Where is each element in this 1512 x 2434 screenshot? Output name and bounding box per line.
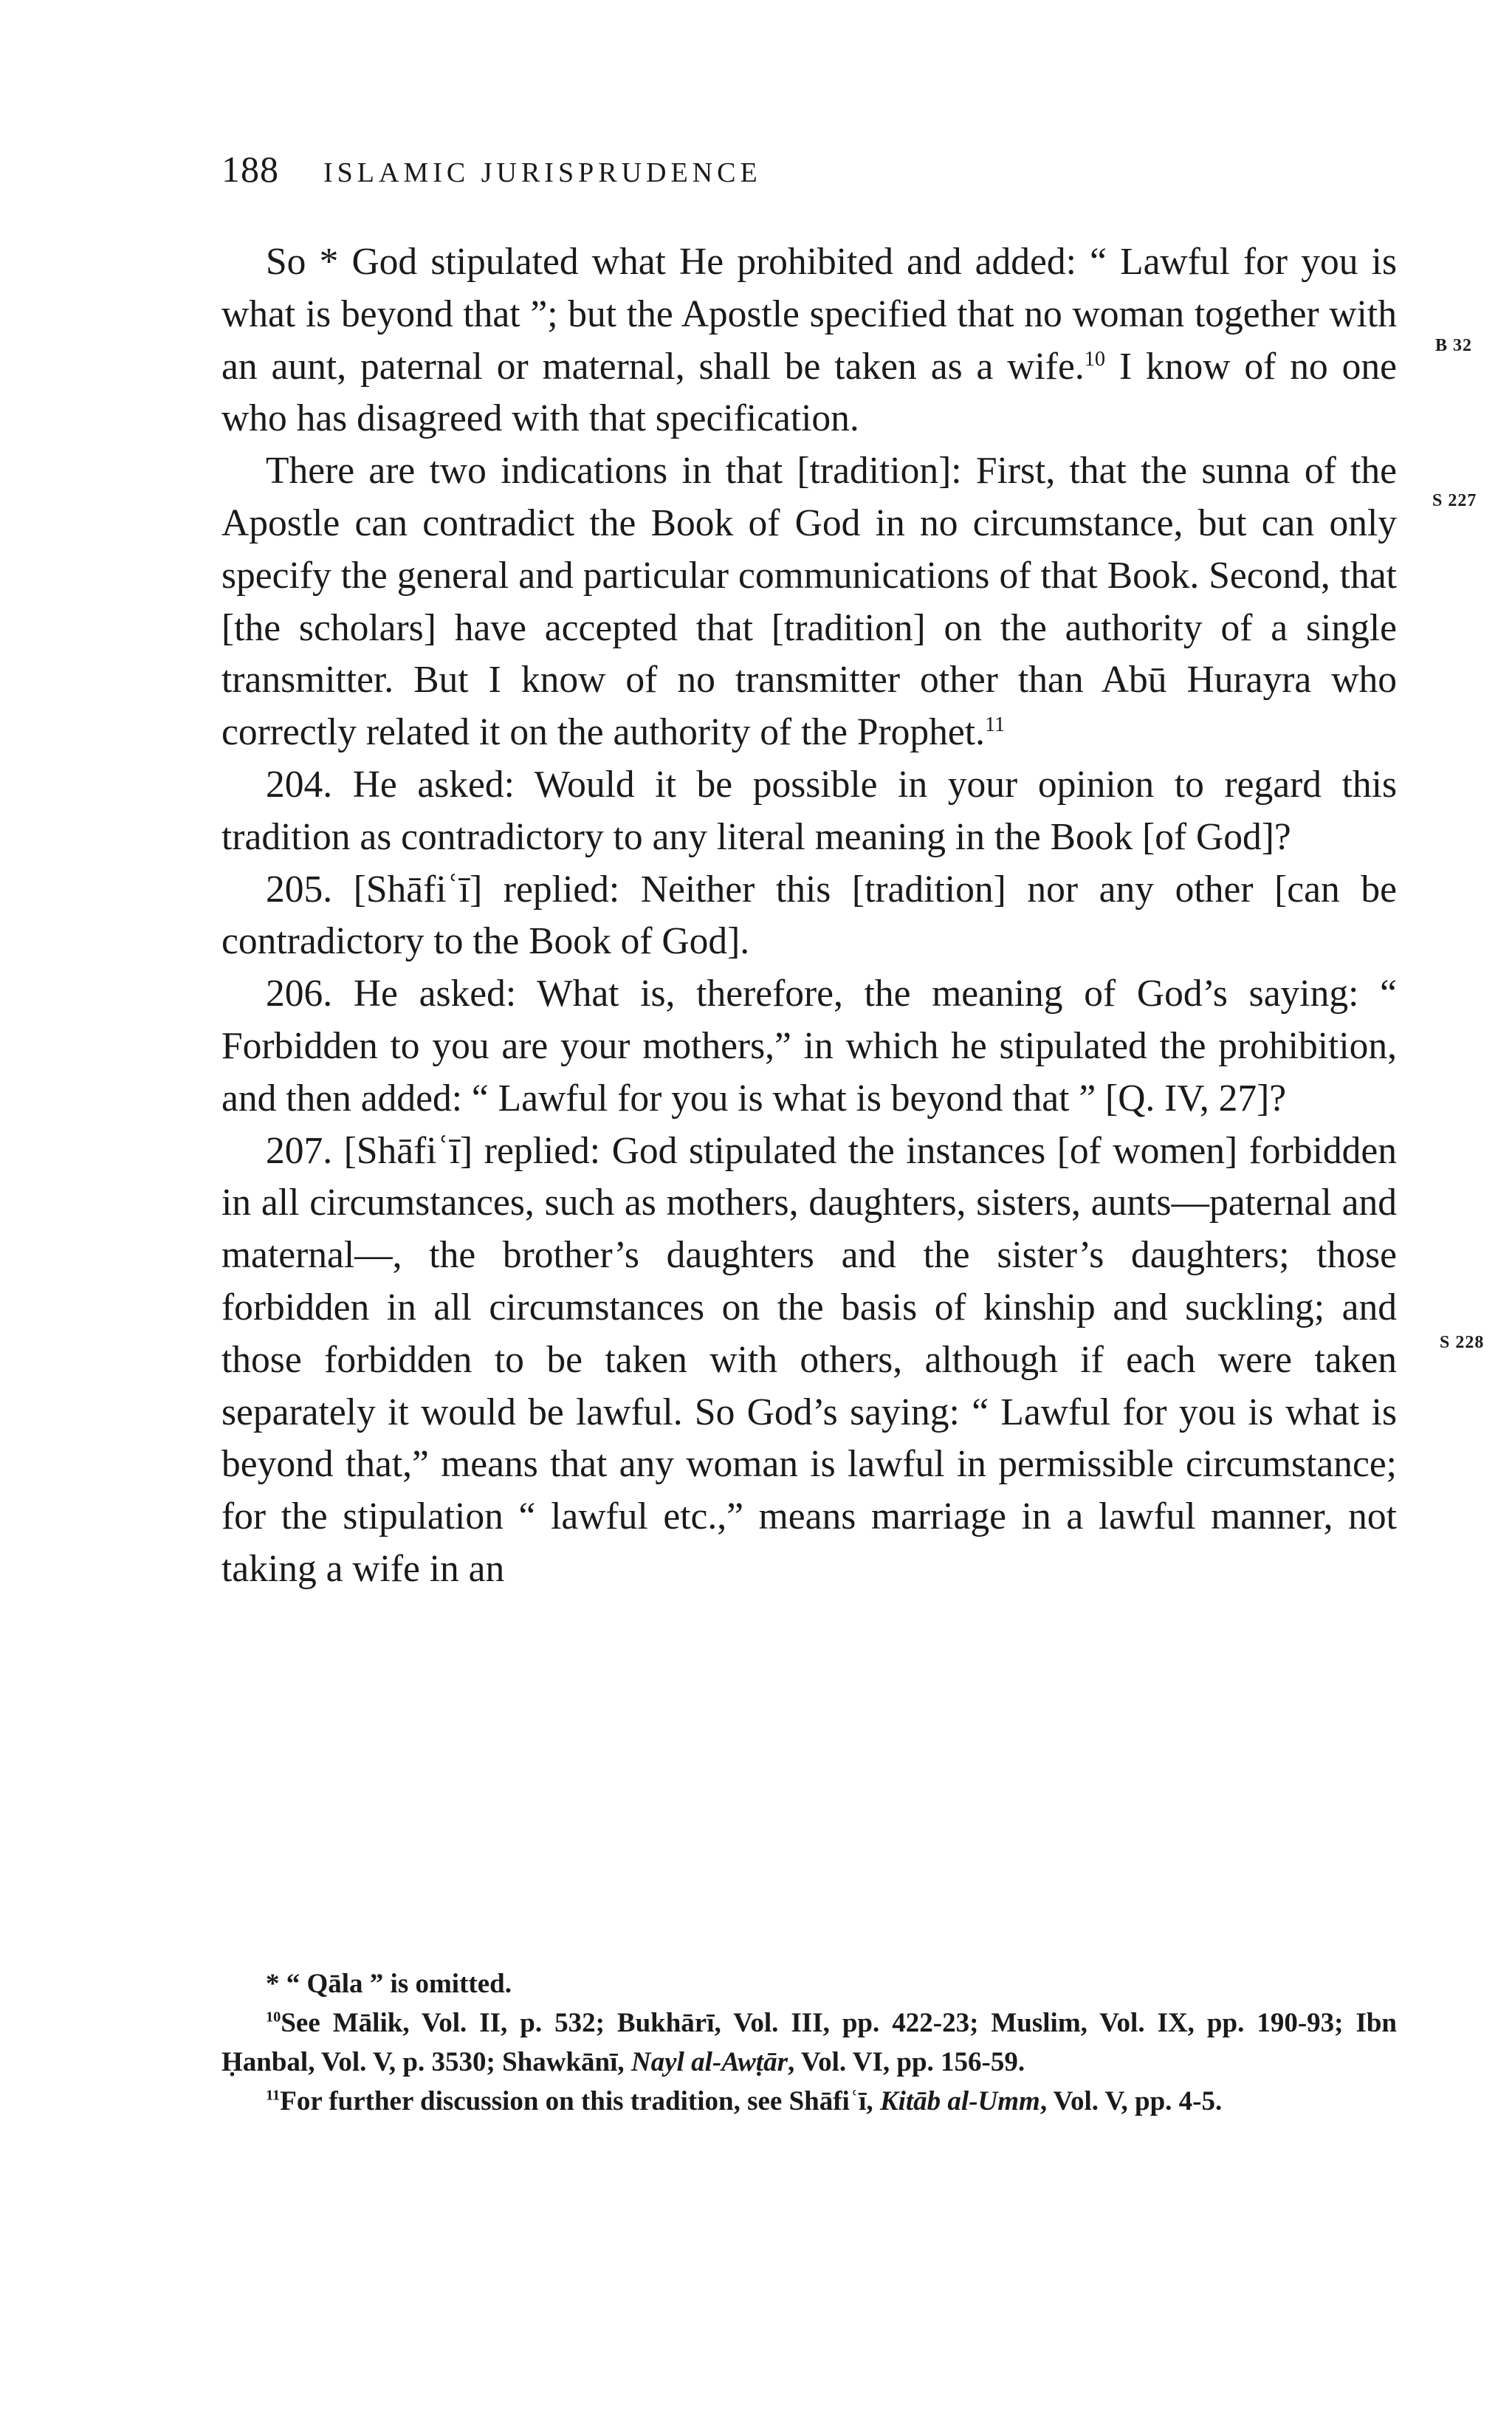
footnote-star: * “ Qāla ” is omitted. bbox=[266, 1969, 512, 1999]
margin-ref-s228: S 228 bbox=[1440, 1333, 1485, 1352]
margin-ref-b32: B 32 bbox=[1435, 336, 1473, 355]
footnotes bbox=[221, 1964, 1397, 2121]
paragraph-207: 207. [Shāfiʿī] replied: God stipulated the instances [of women] forbidden in all circumstances, such as mothers, daughters, sisters, aunts—paternal and maternal—, the brother’s daughters and the sister’s daughters; those forbidden in all circumstances on the basis of kinship and suckling; and those forbidden to be taken with others, although if each were taken separately it would be lawful. So God’s saying: “ Lawful for you is what is beyond that,” means that any woman is lawful in permissible circumstance; for the stipulation “ lawful etc.,” means marriage in a lawful manner, not taking a wife in an bbox=[221, 1129, 1397, 1590]
footnote-10: $^{10}$See Mālik, Vol. II, p. 532; Bukhārī, Vol. III, pp. 422-23; Muslim, Vol. IX, pp. 190-93; Ibn Ḥanbal, Vol. V, p. 3530; Shawkānī, Nayl al-Awṭār, Vol. VI, pp. 156-59. bbox=[221, 2008, 1397, 2077]
footnote-ref-11: 11 bbox=[984, 713, 1006, 737]
running-title: ISLAMIC JURISPRUDENCE bbox=[323, 157, 762, 188]
paragraph-1: So * God stipulated what He prohibited and added: “ Lawful for you is what is beyond that ”; but the Apostle specified that no woman together with an aunt, paternal or maternal, shall be taken as a wife.$^{10}$ I know of no one who has disagreed with that specification. bbox=[221, 241, 1397, 440]
footnote-ref-10: 10 bbox=[1084, 347, 1106, 371]
margin-ref-s227: S 227 bbox=[1432, 491, 1477, 510]
paragraph-206: 206. He asked: What is, therefore, the meaning of God’s saying: “ Forbidden to you are your mothers,” in which he stipulated the prohibition, and then added: “ Lawful for you is what is beyond that ” [Q. IV, 27]? bbox=[221, 973, 1397, 1120]
page-header bbox=[221, 148, 1403, 207]
paragraph-2: There are two indications in that [tradition]: First, that the sunna of the Apostle can contradict the Book of God in no circumstance, but can only specify the general and particular communications of that Book. Second, that [the scholars] have accepted that [tradition] on the authority of a single transmitter. But I know of no transmitter other than Abū Hurayra who correctly related it on the authority of the Prophet.$^{11}$ bbox=[221, 450, 1397, 754]
paragraph-204: 204. He asked: Would it be possible in your opinion to regard this tradition as contradictory to any literal meaning in the Book [of God]? bbox=[221, 763, 1397, 858]
paragraph-205: 205. [Shāfiʿī] replied: Neither this [tradition] nor any other [can be contradictory to the Book of God]. bbox=[221, 868, 1397, 963]
page-number: 188 bbox=[221, 148, 279, 190]
footnote-11: $^{11}$For further discussion on this tradition, see Shāfiʿī, Kitāb al-Umm, Vol. V, pp. 4-5. bbox=[266, 2086, 1223, 2116]
body-text bbox=[221, 236, 1397, 1596]
